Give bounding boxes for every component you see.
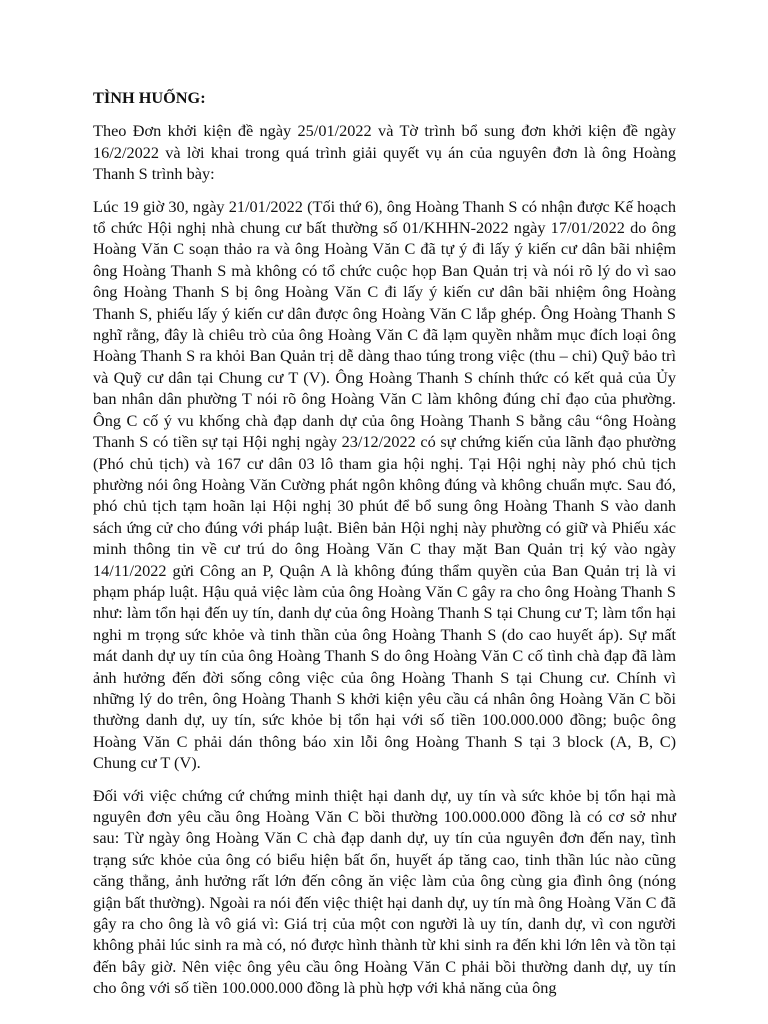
document-body — [93, 80, 676, 1010]
document-heading: TÌNH HUỐNG: — [93, 88, 206, 107]
paragraph-intro: Theo Đơn khởi kiện đề ngày 25/01/2022 và Tờ trình bổ sung đơn khởi kiện đề ngày 16/2/2022 và lời khai trong quá trình giải quyết vụ án của nguyên đơn là ông Hoàng Thanh S trình bày: — [93, 121, 676, 184]
paragraph-facts: Lúc 19 giờ 30, ngày 21/01/2022 (Tối thứ 6), ông Hoàng Thanh S có nhận được Kế hoạch tổ chức Hội nghị nhà chung cư bất thường số 01/KHHN-2022 ngày 17/01/2022 do ông Hoàng Văn C soạn thảo ra và ông Hoàng Văn C đã tự ý đi lấy ý kiến cư dân bãi nhiệm ông Hoàng Thanh S mà không có tổ chức cuộc họp Ban Quản trị và nói rõ lý do vì sao ông Hoàng Thanh S bị ông Hoàng Văn C đi lấy ý kiến cư dân bãi nhiệm ông Hoàng Thanh S, phiếu lấy ý kiến cư dân được ông Hoàng Văn C lắp ghép. Ông Hoàng Thanh S nghĩ rằng, đây là chiêu trò của ông Hoàng Văn C đã lạm quyền nhằm mục đích loại ông Hoàng Thanh S ra khỏi Ban Quản trị dễ dàng thao túng trong việc (thu – chi) Quỹ bảo trì và Quỹ cư dân tại Chung cư T (V). Ông Hoàng Thanh S chính thức có kết quả của Ủy ban nhân dân phường T nói rõ ông Hoàng Văn C làm không đúng chỉ đạo của phường. Ông C cố ý vu khống chà đạp danh dự của ông Hoàng Thanh S bằng câu “ông Hoàng Thanh S có tiền sự tại Hội nghị ngày 23/12/2022 có sự chứng kiến của lãnh đạo phường (Phó chủ tịch) và 167 cư dân 03 lô tham gia hội nghị. Tại Hội nghị này phó chủ tịch phường nói ông Hoàng Văn Cường phát ngôn không đúng và không chuẩn mực. Sau đó, phó chủ tịch tạm hoãn lại Hội nghị 30 phút để bổ sung ông Hoàng Thanh S vào danh sách ứng cử cho đúng với pháp luật. Biên bản Hội nghị này phường có giữ và Phiếu xác minh thông tin về cư trú do ông Hoàng Văn C thay mặt Ban Quản trị ký vào ngày 14/11/2022 gửi Công an P, Quận A là không đúng thẩm quyền của Ban Quản trị là vi phạm pháp luật. Hậu quả việc làm của ông Hoàng Văn C gây ra cho ông Hoàng Thanh S như: làm tổn hại đến uy tín, danh dự của ông Hoàng Thanh S tại Chung cư T; làm tổn hại nghi m trọng sức khỏe và tinh thần của ông Hoàng Thanh S (do cao huyết áp). Sự mất mát danh dự uy tín của ông Hoàng Thanh S do ông Hoàng Văn C cố tình chà đạp đã làm ảnh hưởng đến đời sống công việc của ông Hoàng Thanh S tại Chung cư. Chính vì những lý do trên, ông Hoàng Thanh S khởi kiện yêu cầu cá nhân ông Hoàng Văn C bồi thường danh dự, uy tín, sức khỏe bị tổn hại với số tiền 100.000.000 đồng; buộc ông Hoàng Văn C phải dán thông báo xin lỗi ông Hoàng Thanh S tại 3 block (A, B, C) Chung cư T (V). — [93, 196, 676, 773]
paragraph-evidence: Đối với việc chứng cứ chứng minh thiệt hại danh dự, uy tín và sức khỏe bị tổn hại mà nguyên đơn yêu cầu ông Hoàng Văn C bồi thường 100.000.000 đồng là có cơ sở như sau: Từ ngày ông Hoàng Văn C chà đạp danh dự, uy tín của nguyên đơn đến nay, tình trạng sức khỏe của ông có biểu hiện bất ổn, huyết áp tăng cao, tinh thần lúc nào cũng căng thẳng, ảnh hưởng rất lớn đến công ăn việc làm của ông cùng gia đình ông (nóng giận bất thường). Ngoài ra nói đến việc thiệt hại danh dự, uy tín mà ông Hoàng Văn C đã gây ra cho ông là vô giá vì: Giá trị của một con người là uy tín, danh dự, vì con người không phải lúc sinh ra mà có, nó được hình thành từ khi sinh ra đến khi lớn lên và tồn tại đến bây giờ. Nên việc ông yêu cầu ông Hoàng Văn C phải bồi thường danh dự, uy tín cho ông với số tiền 100.000.000 đồng là phù hợp với khả năng của ông — [93, 785, 676, 998]
